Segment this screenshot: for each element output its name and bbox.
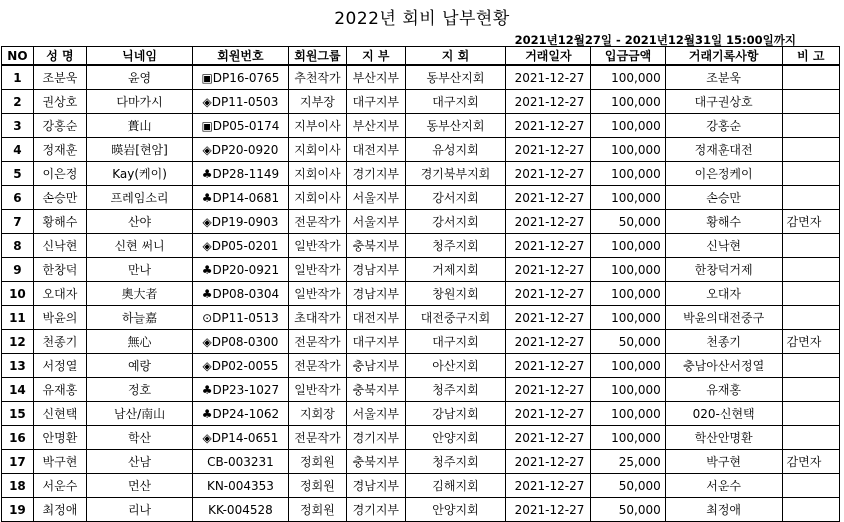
cell-no: 7 — [2, 210, 34, 234]
table-row — [2, 378, 840, 402]
cell-member-no: ⊙DP11-0513 — [193, 306, 289, 330]
cell-group: 일반작가 — [288, 258, 346, 282]
cell-note: 감면자 — [782, 210, 839, 234]
cell-member-no: ◈DP11-0503 — [193, 90, 289, 114]
table-row — [2, 65, 840, 90]
table-row — [2, 354, 840, 378]
cell-nickname: 하늘嘉 — [86, 306, 192, 330]
cell-record: 한창덕거제 — [665, 258, 782, 282]
cell-amount: 50,000 — [591, 498, 665, 522]
cell-record: 강홍순 — [665, 114, 782, 138]
cell-date: 2021-12-27 — [506, 402, 591, 426]
cell-note — [782, 258, 839, 282]
cell-record: 이은정케이 — [665, 162, 782, 186]
cell-no: 16 — [2, 426, 34, 450]
cell-name: 신낙현 — [33, 234, 86, 258]
header-date: 거래일자 — [506, 47, 591, 66]
cell-member-no: ♣DP28-1149 — [193, 162, 289, 186]
cell-chapter: 청주지회 — [405, 378, 506, 402]
cell-record: 박구현 — [665, 450, 782, 474]
cell-nickname: 奧大者 — [86, 282, 192, 306]
cell-note — [782, 282, 839, 306]
cell-no: 18 — [2, 474, 34, 498]
cell-no: 6 — [2, 186, 34, 210]
page-title: 2022년 회비 납부현황 — [334, 9, 510, 29]
cell-name: 신현택 — [33, 402, 86, 426]
cell-amount: 25,000 — [591, 450, 665, 474]
cell-nickname: 학산 — [86, 426, 192, 450]
cell-chapter: 동부산지회 — [405, 114, 506, 138]
cell-amount: 100,000 — [591, 402, 665, 426]
cell-date: 2021-12-27 — [506, 282, 591, 306]
cell-date: 2021-12-27 — [506, 210, 591, 234]
cell-note — [782, 186, 839, 210]
cell-nickname: 無心 — [86, 330, 192, 354]
cell-chapter: 김해지회 — [405, 474, 506, 498]
cell-date: 2021-12-27 — [506, 450, 591, 474]
cell-note — [782, 426, 839, 450]
cell-chapter: 유성지회 — [405, 138, 506, 162]
cell-note — [782, 402, 839, 426]
table-row — [2, 234, 840, 258]
cell-branch: 대구지부 — [347, 330, 405, 354]
cell-nickname: 신현 써니 — [86, 234, 192, 258]
cell-amount: 100,000 — [591, 65, 665, 90]
cell-name: 강홍순 — [33, 114, 86, 138]
cell-member-no: ◈DP19-0903 — [193, 210, 289, 234]
cell-note — [782, 90, 839, 114]
cell-no: 13 — [2, 354, 34, 378]
cell-nickname: 蕢山 — [86, 114, 192, 138]
cell-branch: 경남지부 — [347, 258, 405, 282]
cell-name: 한창덕 — [33, 258, 86, 282]
header-group: 회원그룹 — [288, 47, 346, 66]
table-row — [2, 258, 840, 282]
payment-table — [1, 46, 840, 522]
cell-branch: 경기지부 — [347, 162, 405, 186]
cell-amount: 100,000 — [591, 378, 665, 402]
cell-record: 충남아산서정열 — [665, 354, 782, 378]
table-row — [2, 186, 840, 210]
table-row — [2, 162, 840, 186]
cell-note — [782, 234, 839, 258]
table-row — [2, 114, 840, 138]
cell-group: 초대작가 — [288, 306, 346, 330]
cell-member-no: ◈DP08-0300 — [193, 330, 289, 354]
cell-name: 권상호 — [33, 90, 86, 114]
cell-record: 서운수 — [665, 474, 782, 498]
cell-branch: 대전지부 — [347, 306, 405, 330]
cell-nickname: 남산/南山 — [86, 402, 192, 426]
cell-no: 12 — [2, 330, 34, 354]
cell-date: 2021-12-27 — [506, 306, 591, 330]
cell-group: 전문작가 — [288, 354, 346, 378]
cell-date: 2021-12-27 — [506, 65, 591, 90]
header-member-no: 회원번호 — [193, 47, 289, 66]
cell-chapter: 강서지회 — [405, 210, 506, 234]
cell-no: 9 — [2, 258, 34, 282]
cell-member-no: KK-004528 — [193, 498, 289, 522]
cell-amount: 50,000 — [591, 474, 665, 498]
cell-name: 손승만 — [33, 186, 86, 210]
cell-group: 정회원 — [288, 498, 346, 522]
cell-note: 감면자 — [782, 330, 839, 354]
cell-group: 일반작가 — [288, 234, 346, 258]
cell-note — [782, 498, 839, 522]
cell-branch: 부산지부 — [347, 114, 405, 138]
table-row — [2, 402, 840, 426]
cell-record: 학산안명환 — [665, 426, 782, 450]
cell-record: 020-신현택 — [665, 402, 782, 426]
cell-group: 지회장 — [288, 402, 346, 426]
cell-date: 2021-12-27 — [506, 162, 591, 186]
cell-date: 2021-12-27 — [506, 258, 591, 282]
cell-amount: 100,000 — [591, 114, 665, 138]
cell-date: 2021-12-27 — [506, 186, 591, 210]
cell-name: 서정열 — [33, 354, 86, 378]
cell-branch: 대전지부 — [347, 138, 405, 162]
cell-date: 2021-12-27 — [506, 90, 591, 114]
cell-group: 지회이사 — [288, 186, 346, 210]
cell-member-no: ◈DP02-0055 — [193, 354, 289, 378]
cell-branch: 경남지부 — [347, 474, 405, 498]
cell-chapter: 청주지회 — [405, 450, 506, 474]
cell-chapter: 안양지회 — [405, 498, 506, 522]
cell-record: 최정애 — [665, 498, 782, 522]
table-row — [2, 90, 840, 114]
cell-note — [782, 162, 839, 186]
table-row — [2, 426, 840, 450]
cell-nickname: 산야 — [86, 210, 192, 234]
cell-name: 오대자 — [33, 282, 86, 306]
cell-date: 2021-12-27 — [506, 138, 591, 162]
cell-no: 19 — [2, 498, 34, 522]
table-row — [2, 210, 840, 234]
cell-name: 정재훈 — [33, 138, 86, 162]
cell-group: 전문작가 — [288, 330, 346, 354]
cell-name: 박구현 — [33, 450, 86, 474]
cell-amount: 100,000 — [591, 426, 665, 450]
cell-date: 2021-12-27 — [506, 474, 591, 498]
cell-record: 손승만 — [665, 186, 782, 210]
cell-no: 15 — [2, 402, 34, 426]
cell-member-no: KN-004353 — [193, 474, 289, 498]
cell-chapter: 대전중구지회 — [405, 306, 506, 330]
header-name: 성 명 — [33, 47, 86, 66]
cell-branch: 충북지부 — [347, 234, 405, 258]
cell-name: 박윤의 — [33, 306, 86, 330]
cell-member-no: ◈DP14-0651 — [193, 426, 289, 450]
cell-chapter: 거제지회 — [405, 258, 506, 282]
header-branch: 지 부 — [347, 47, 405, 66]
table-row — [2, 498, 840, 522]
cell-group: 지부이사 — [288, 114, 346, 138]
cell-name: 천종기 — [33, 330, 86, 354]
cell-name: 최정애 — [33, 498, 86, 522]
table-row — [2, 450, 840, 474]
cell-chapter: 청주지회 — [405, 234, 506, 258]
cell-chapter: 안양지회 — [405, 426, 506, 450]
cell-name: 조분욱 — [33, 65, 86, 90]
cell-no: 3 — [2, 114, 34, 138]
cell-record: 박윤의대전중구 — [665, 306, 782, 330]
cell-no: 17 — [2, 450, 34, 474]
period-label: 2021년12월27일 - 2021년12월31일 15:00일까지 — [514, 33, 796, 47]
cell-group: 지회이사 — [288, 138, 346, 162]
cell-branch: 대구지부 — [347, 90, 405, 114]
header-record: 거래기록사항 — [665, 47, 782, 66]
cell-note: 감면자 — [782, 450, 839, 474]
cell-chapter: 강남지회 — [405, 402, 506, 426]
cell-amount: 100,000 — [591, 234, 665, 258]
cell-note — [782, 354, 839, 378]
cell-nickname: 만나 — [86, 258, 192, 282]
cell-branch: 충북지부 — [347, 450, 405, 474]
cell-member-no: ▣DP16-0765 — [193, 65, 289, 90]
cell-no: 2 — [2, 90, 34, 114]
cell-amount: 100,000 — [591, 162, 665, 186]
cell-no: 8 — [2, 234, 34, 258]
cell-amount: 50,000 — [591, 210, 665, 234]
cell-group: 정회원 — [288, 474, 346, 498]
cell-nickname: 暎岩[현암] — [86, 138, 192, 162]
cell-note — [782, 65, 839, 90]
cell-amount: 100,000 — [591, 258, 665, 282]
cell-amount: 100,000 — [591, 282, 665, 306]
cell-chapter: 창원지회 — [405, 282, 506, 306]
cell-name: 유재홍 — [33, 378, 86, 402]
cell-member-no: ◈DP05-0201 — [193, 234, 289, 258]
cell-note — [782, 114, 839, 138]
cell-group: 추천작가 — [288, 65, 346, 90]
cell-branch: 부산지부 — [347, 65, 405, 90]
cell-nickname: 윤영 — [86, 65, 192, 90]
cell-member-no: ♣DP20-0921 — [193, 258, 289, 282]
cell-date: 2021-12-27 — [506, 378, 591, 402]
cell-no: 5 — [2, 162, 34, 186]
cell-chapter: 아산지회 — [405, 354, 506, 378]
header-nickname: 닉네임 — [86, 47, 192, 66]
cell-member-no: ▣DP05-0174 — [193, 114, 289, 138]
cell-member-no: ♣DP14-0681 — [193, 186, 289, 210]
cell-chapter: 강서지회 — [405, 186, 506, 210]
cell-chapter: 대구지회 — [405, 330, 506, 354]
cell-nickname: 프레임소리 — [86, 186, 192, 210]
table-row — [2, 282, 840, 306]
table-row — [2, 330, 840, 354]
cell-amount: 50,000 — [591, 330, 665, 354]
cell-group: 지회이사 — [288, 162, 346, 186]
cell-member-no: ◈DP20-0920 — [193, 138, 289, 162]
cell-nickname: 정호 — [86, 378, 192, 402]
cell-date: 2021-12-27 — [506, 330, 591, 354]
cell-amount: 100,000 — [591, 354, 665, 378]
cell-date: 2021-12-27 — [506, 234, 591, 258]
header-row — [2, 47, 840, 66]
cell-name: 서운수 — [33, 474, 86, 498]
header-amount: 입금금액 — [591, 47, 665, 66]
cell-nickname: 리나 — [86, 498, 192, 522]
cell-no: 14 — [2, 378, 34, 402]
cell-no: 1 — [2, 65, 34, 90]
cell-branch: 충남지부 — [347, 354, 405, 378]
cell-chapter: 경기북부지회 — [405, 162, 506, 186]
cell-group: 지부장 — [288, 90, 346, 114]
cell-date: 2021-12-27 — [506, 498, 591, 522]
cell-amount: 100,000 — [591, 90, 665, 114]
cell-note — [782, 378, 839, 402]
cell-record: 천종기 — [665, 330, 782, 354]
cell-note — [782, 306, 839, 330]
cell-record: 조분욱 — [665, 65, 782, 90]
cell-nickname: 먼산 — [86, 474, 192, 498]
cell-member-no: CB-003231 — [193, 450, 289, 474]
cell-no: 4 — [2, 138, 34, 162]
cell-group: 일반작가 — [288, 282, 346, 306]
cell-record: 황해수 — [665, 210, 782, 234]
cell-no: 11 — [2, 306, 34, 330]
table-row — [2, 474, 840, 498]
table-row — [2, 306, 840, 330]
cell-name: 이은정 — [33, 162, 86, 186]
cell-nickname: 산남 — [86, 450, 192, 474]
cell-record: 오대자 — [665, 282, 782, 306]
cell-name: 안명환 — [33, 426, 86, 450]
table-row — [2, 138, 840, 162]
cell-member-no: ♣DP08-0304 — [193, 282, 289, 306]
cell-member-no: ♣DP24-1062 — [193, 402, 289, 426]
cell-member-no: ♣DP23-1027 — [193, 378, 289, 402]
cell-chapter: 동부산지회 — [405, 65, 506, 90]
cell-note — [782, 138, 839, 162]
cell-nickname: 예랑 — [86, 354, 192, 378]
header-note: 비 고 — [782, 47, 839, 66]
cell-nickname: 다마가시 — [86, 90, 192, 114]
cell-record: 정재훈대전 — [665, 138, 782, 162]
cell-branch: 서울지부 — [347, 186, 405, 210]
cell-date: 2021-12-27 — [506, 426, 591, 450]
cell-group: 전문작가 — [288, 210, 346, 234]
cell-record: 유재홍 — [665, 378, 782, 402]
cell-date: 2021-12-27 — [506, 354, 591, 378]
cell-branch: 서울지부 — [347, 402, 405, 426]
cell-date: 2021-12-27 — [506, 114, 591, 138]
cell-group: 정회원 — [288, 450, 346, 474]
cell-branch: 충북지부 — [347, 378, 405, 402]
cell-note — [782, 474, 839, 498]
cell-name: 황해수 — [33, 210, 86, 234]
cell-record: 신낙현 — [665, 234, 782, 258]
header-no: NO — [2, 47, 34, 66]
cell-branch: 경기지부 — [347, 426, 405, 450]
cell-branch: 서울지부 — [347, 210, 405, 234]
cell-amount: 100,000 — [591, 186, 665, 210]
cell-amount: 100,000 — [591, 306, 665, 330]
cell-group: 일반작가 — [288, 378, 346, 402]
header-chapter: 지 회 — [405, 47, 506, 66]
cell-branch: 경남지부 — [347, 282, 405, 306]
cell-nickname: Kay(케이) — [86, 162, 192, 186]
cell-record: 대구권상호 — [665, 90, 782, 114]
cell-chapter: 대구지회 — [405, 90, 506, 114]
cell-amount: 100,000 — [591, 138, 665, 162]
cell-group: 전문작가 — [288, 426, 346, 450]
cell-branch: 경기지부 — [347, 498, 405, 522]
cell-no: 10 — [2, 282, 34, 306]
